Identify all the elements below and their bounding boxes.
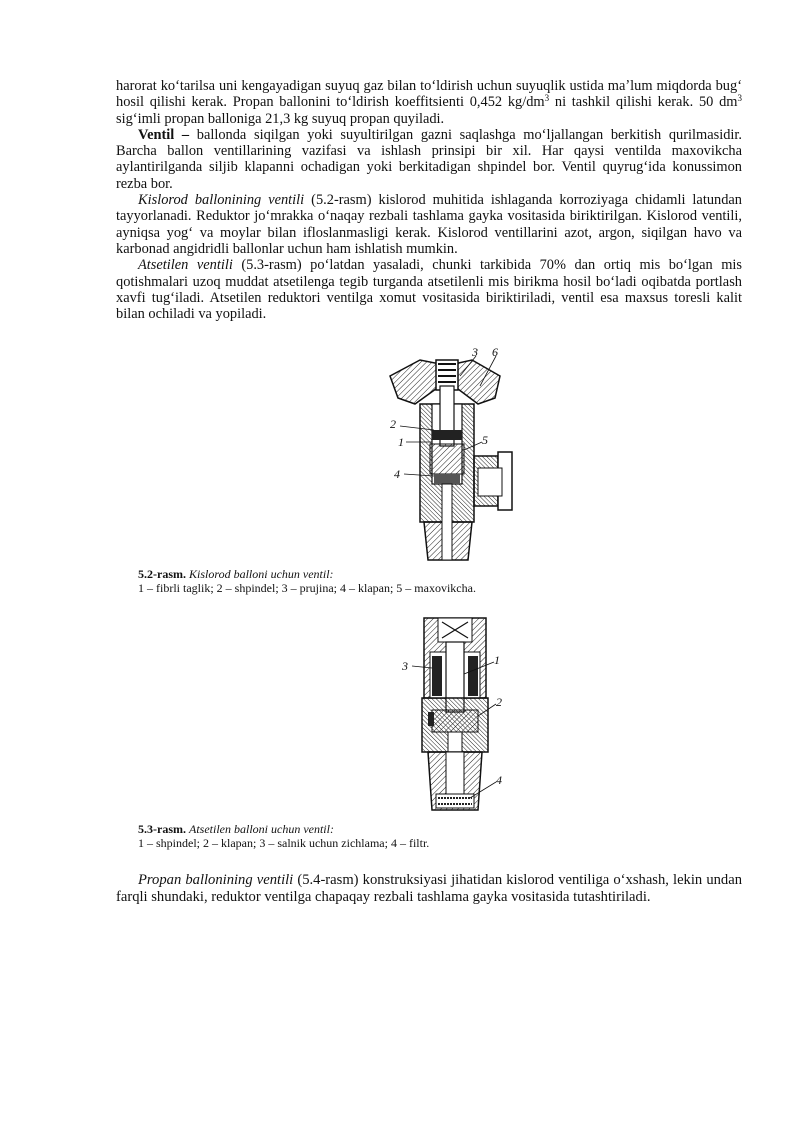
figure-5-3-caption: 5.3-rasm. Atsetilen balloni uchun ventil: 1 – shpindel; 2 – klapan; 3 – salnik uchun zichlama; 4 – filtr.	[138, 822, 430, 850]
label-2: 2	[390, 417, 396, 431]
label-1: 1	[494, 653, 500, 667]
figure-5-2-caption: 5.2-rasm. Kislorod balloni uchun ventil: 1 – fibrli taglik; 2 – shpindel; 3 – prujina; 4 – klapan; 5 – maxovikcha.	[138, 567, 476, 595]
term-ventil: Ventil –	[138, 126, 190, 143]
paragraph-4: Atsetilen ventili (5.3-rasm) poʻlatdan yasaladi, chunki tarkibida 70% dan ortiq mis boʻlgan mis qotishmalari uzoq muddat atsetilenga tegib turganda atsetilenli mis birikma hosil boʻladi oqibatda portlash xavfi tugʻiladi. Atsetilen reduktori ventilga xomut vositasida biriktiriladi, ventil esa maxsus toresli kalit bilan ochiladi va yopiladi.	[116, 257, 742, 323]
figure-5-3-drawing	[400, 612, 510, 818]
paragraph-3: Kislorod ballonining ventili (5.2-rasm) kislorod muhitida ishlaganda korroziyaga chidamli latundan tayyorlanadi. Reduktor joʻmrakka oʻnaqay rezbali tashlama gayka vositasida biriktirilgan. Kislorod ventili, ayniqsa yogʻ va moylar bilan ifloslanmasligi kerak. Kislorod ventillarini azot, argon, siqilgan havo va karbonad angidridli ballonlar uchun ham ishlatish mumkin.	[116, 192, 742, 257]
figure-5-2-drawing	[380, 346, 520, 566]
label-1: 1	[398, 435, 404, 449]
label-2: 2	[496, 695, 502, 709]
term-oxygen-valve: Kislorod ballonining ventili	[138, 192, 305, 209]
paragraph-2: Ventil – ballonda siqilgan yoki suyultirilgan gazni saqlashga moʻljallangan berkitish qurilmasidir. Barcha ballon ventillarining vazifasi va ishlash prinsipi bir xil. Har qaysi ventilda maxovikcha aylantirilganda siljib klapanni ochadigan yoki berkitadigan shpindel bor. Ventil quyrugʻida konussimon rezba bor.	[116, 126, 742, 192]
term-propane-valve: Propan ballonining ventili	[138, 872, 294, 888]
term-acetylene-valve: Atsetilen ventili	[138, 257, 233, 274]
label-5: 5	[482, 433, 488, 447]
body-text	[116, 78, 742, 322]
label-6: 6	[492, 346, 498, 359]
paragraph-5: Propan ballonining ventili (5.4-rasm) konstruksiyasi jihatidan kislorod ventiliga oʻxshash, lekin undan farqli shundaki, reduktor ventilga chapaqay rezbali tashlama gayka vositasida tutashtiriladi.	[116, 872, 742, 905]
label-3: 3	[402, 659, 408, 673]
label-4: 4	[394, 467, 400, 481]
label-4: 4	[496, 773, 502, 787]
label-3: 3	[472, 346, 478, 359]
paragraph-1: harorat koʻtarilsa uni kengayadigan suyuq gaz bilan toʻldirish uchun suyuqlik ustida maʼlum miqdorda bugʻ hosil qilishi kerak. Propan ballonini toʻldirish koeffitsienti 0,452 $kg/dm^3$ ni tashkil qilishi kerak. 50 $dm^3$ sigʻimli propan balloniga 21,3 kg suyuq propan quyiladi.	[116, 78, 742, 127]
closing-text	[116, 872, 742, 906]
